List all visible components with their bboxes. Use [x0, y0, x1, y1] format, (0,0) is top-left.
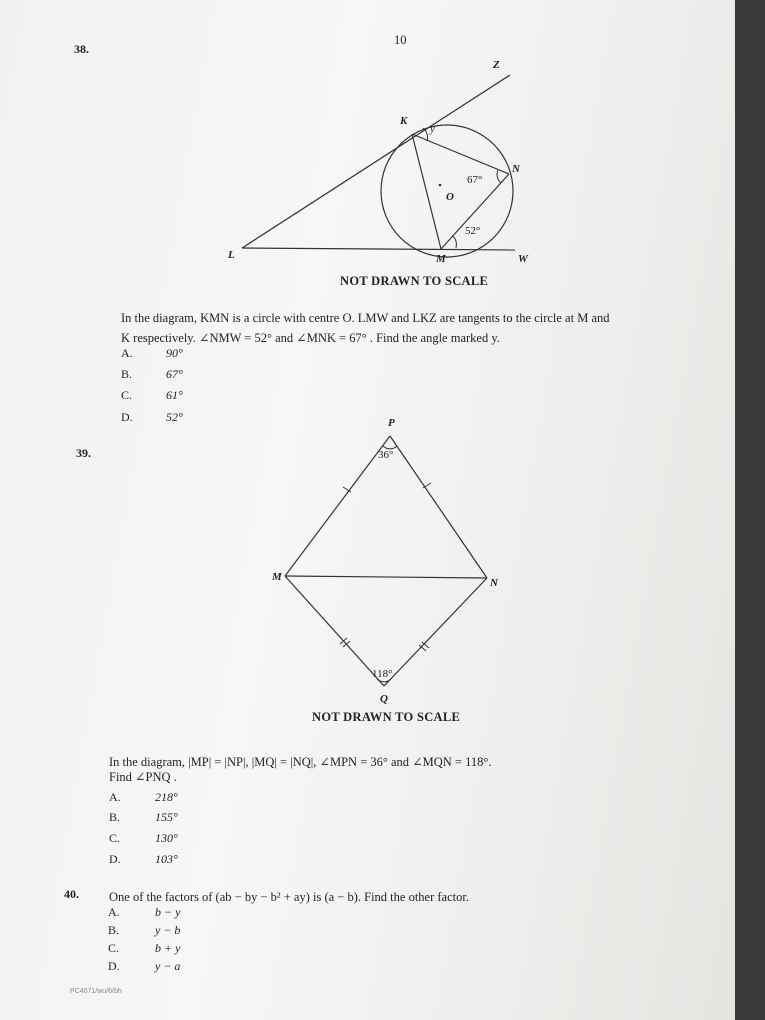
q40-option-b-value: y − b	[155, 923, 181, 937]
q38-question-text-line2: K respectively. ∠NMW = 52° and ∠MNK = 67° . Find the angle marked y.	[121, 331, 500, 345]
q38-option-d-letter: D.	[121, 410, 133, 424]
q39-angle-118: 118°	[372, 668, 393, 680]
q38-label-w: W	[518, 253, 528, 265]
q39-kite-diagram	[0, 400, 735, 710]
question-38-number: 38.	[74, 42, 89, 56]
q38-option-c-value: 61°	[166, 388, 183, 402]
q38-circle-diagram	[0, 0, 735, 280]
q38-option-a-letter: A.	[121, 346, 133, 360]
q39-option-b-value: 155°	[155, 810, 178, 824]
q38-tangent-lmw	[242, 248, 515, 250]
q39-option-b-letter: B.	[109, 810, 121, 824]
q38-centre-dot	[439, 184, 442, 187]
q38-angle-52: 52°	[465, 225, 481, 237]
q38-angle-m-arc	[453, 236, 456, 248]
q39-option-a-letter: A.	[109, 790, 121, 804]
q38-option-b-letter: B.	[121, 367, 133, 381]
q38-option-b-value: 67°	[166, 367, 183, 381]
q39-side-pm	[285, 436, 390, 576]
footer-code: PC4071/wu/6/bh	[70, 988, 122, 995]
q38-label-z: Z	[493, 59, 500, 71]
q40-option-c-value: b + y	[155, 941, 181, 955]
q38-not-to-scale: NOT DRAWN TO SCALE	[340, 274, 489, 288]
q38-chord-km	[412, 134, 441, 249]
q39-option-d-letter: D.	[109, 852, 121, 866]
q40-option-a-letter: A.	[108, 905, 120, 919]
q40-option-c-letter: C.	[108, 941, 120, 955]
q39-question-text-line1: In the diagram, |MP| = |NP|, |MQ| = |NQ|, ∠MPN = 36° and ∠MQN = 118°.	[109, 755, 492, 769]
q39-side-mq	[285, 576, 384, 686]
q40-question-text: One of the factors of (ab − by − b² + ay) is (a − b). Find the other factor.	[109, 890, 469, 904]
q39-option-d-value: 103°	[155, 852, 178, 866]
q38-option-d-value: 52°	[166, 410, 183, 424]
q40-option-d-value: y − a	[155, 959, 181, 973]
q39-label-p: P	[388, 417, 395, 429]
q38-option-a-value: 90°	[166, 346, 183, 360]
q38-label-n: N	[512, 163, 520, 175]
q38-label-y: y	[430, 123, 435, 135]
question-40-number: 40.	[64, 887, 79, 901]
q38-label-k: K	[400, 115, 408, 127]
page-number: 10	[394, 33, 407, 47]
q39-option-c-letter: C.	[109, 831, 121, 845]
q38-label-m: M	[436, 253, 446, 265]
q39-side-nq	[384, 578, 487, 686]
q38-chord-kn	[412, 134, 509, 174]
q38-question-text-line1: In the diagram, KMN is a circle with centre O. LMW and LKZ are tangents to the circle at M and	[121, 311, 610, 325]
q39-label-n: N	[490, 577, 498, 589]
q40-option-b-letter: B.	[108, 923, 120, 937]
q38-angle-67: 67°	[467, 174, 483, 186]
q38-label-o: O	[446, 191, 454, 203]
q38-option-c-letter: C.	[121, 388, 133, 402]
q38-tangent-lkz	[242, 75, 510, 248]
q39-option-a-value: 218°	[155, 790, 178, 804]
q40-option-d-letter: D.	[108, 959, 120, 973]
q38-label-l: L	[228, 249, 235, 261]
question-39-number: 39.	[76, 446, 91, 460]
q39-label-m: M	[272, 571, 282, 583]
q39-side-pn	[390, 436, 487, 578]
q38-angle-n-arc	[497, 170, 501, 183]
q39-label-q: Q	[380, 693, 388, 705]
q40-option-a-value: b − y	[155, 905, 181, 919]
q39-option-c-value: 130°	[155, 831, 178, 845]
q39-diagonal-mn	[285, 576, 487, 578]
q39-angle-36: 36°	[378, 449, 394, 461]
q39-question-text-line2: Find ∠PNQ .	[109, 770, 177, 784]
q39-not-to-scale: NOT DRAWN TO SCALE	[312, 710, 461, 724]
